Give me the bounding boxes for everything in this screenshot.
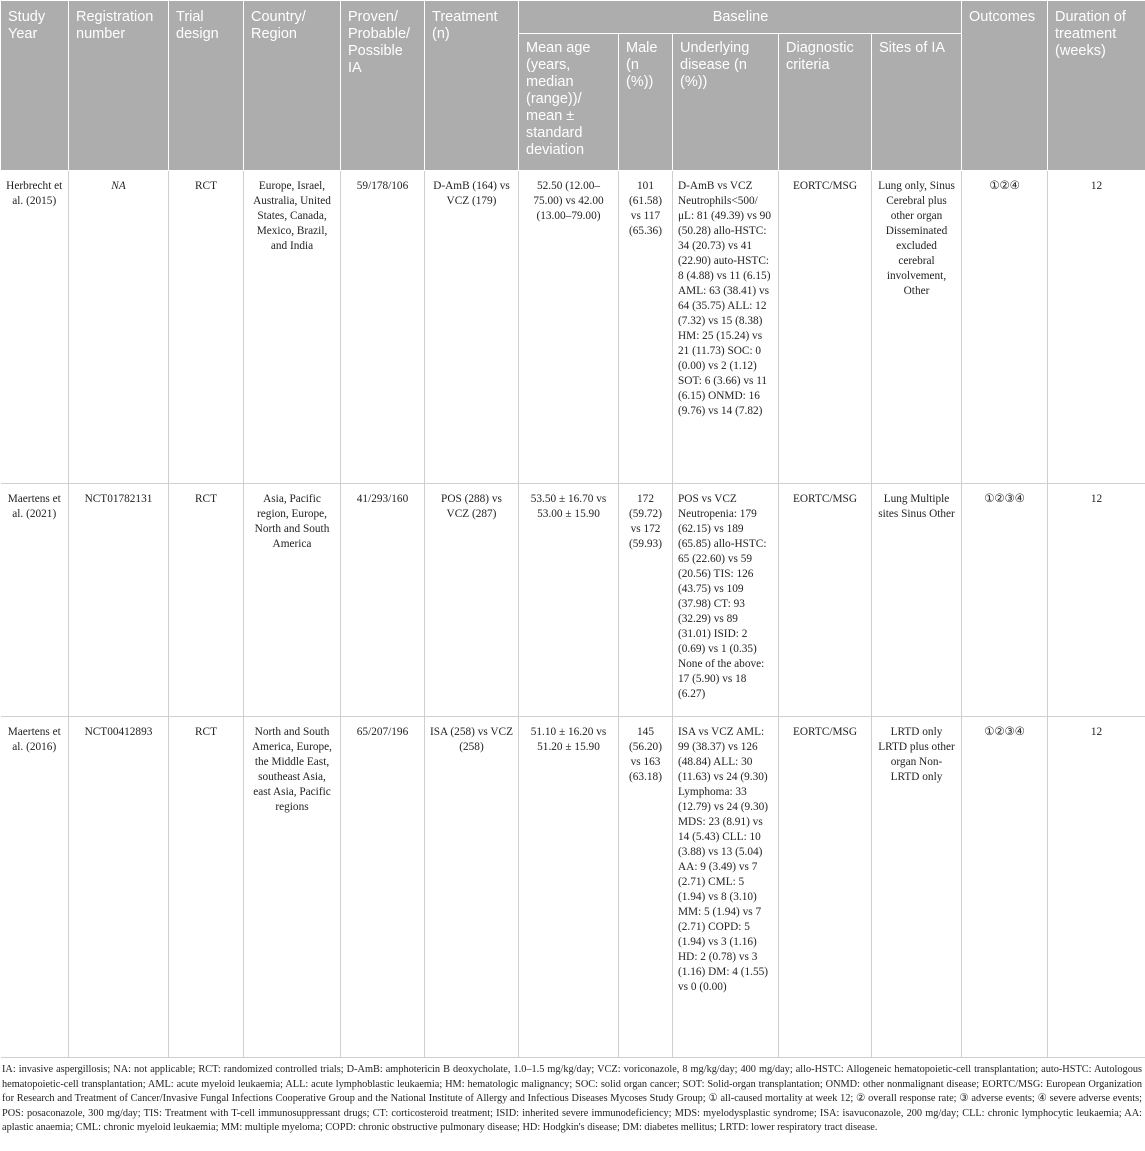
- cell-proven: 59/178/106: [341, 171, 425, 484]
- header-proven: Proven/ Probable/ Possible IA: [341, 1, 425, 171]
- cell-age: 51.10 ± 16.20 vs 51.20 ± 15.90: [519, 717, 619, 1058]
- cell-disease: POS vs VCZ Neutropenia: 179 (62.15) vs 189 (65.85) allo-HSTC: 65 (22.60) vs 59 (20.56) TIS: 126 (43.75) vs 109 (37.98) CT: 93 (32.29) vs 89 (31.01) ISID: 2 (0.69) vs 1 (0.35) None of the above: 17 (5.90) vs 18 (6.27): [673, 484, 779, 717]
- table-row: [1, 171, 1145, 484]
- header-registration: Registration number: [69, 1, 169, 171]
- cell-registration: NCT00412893: [69, 717, 169, 1058]
- cell-age: 53.50 ± 16.70 vs 53.00 ± 15.90: [519, 484, 619, 717]
- cell-design: RCT: [169, 484, 244, 717]
- cell-country: Europe, Israel, Australia, United States, Canada, Mexico, Brazil, and India: [244, 171, 341, 484]
- header-diagnostic-criteria: Diagnostic criteria: [779, 34, 872, 171]
- cell-registration: NA: [69, 171, 169, 484]
- cell-design: RCT: [169, 171, 244, 484]
- header-sites: Sites of IA: [872, 34, 962, 171]
- cell-registration: NCT01782131: [69, 484, 169, 717]
- cell-outcomes: ①②④: [962, 171, 1048, 484]
- header-country: Country/ Region: [244, 1, 341, 171]
- header-study-year: Study Year: [1, 1, 69, 171]
- header-trial-design: Trial design: [169, 1, 244, 171]
- cell-outcomes: ①②③④: [962, 717, 1048, 1058]
- cell-male: 172 (59.72) vs 172 (59.93): [619, 484, 673, 717]
- cell-study: Herbrecht et al. (2015): [1, 171, 69, 484]
- cell-age: 52.50 (12.00–75.00) vs 42.00 (13.00–79.00): [519, 171, 619, 484]
- cell-treatment: POS (288) vs VCZ (287): [425, 484, 519, 717]
- cell-design: RCT: [169, 717, 244, 1058]
- cell-country: North and South America, Europe, the Middle East, southeast Asia, east Asia, Pacific regions: [244, 717, 341, 1058]
- cell-proven: 65/207/196: [341, 717, 425, 1058]
- table-footnote: IA: invasive aspergillosis; NA: not applicable; RCT: randomized controlled trials; D-AmB: amphotericin B deoxycholate, 1.0–1.5 mg/kg/day; VCZ: voriconazole, 8 mg/kg/day; 400 mg/day; allo-HSTC: Allogeneic hematopoietic-cell transplantation; auto-HSTC: Autologous hematopoietic-cell transplantation; AML: acute myeloid leukaemia; ALL: acute lymphoblastic leukaemia; HM: hematologic malignancy; SOC: solid organ cancer; SOT: Solid-organ transplantation; ONMD: other nonmalignant disease; EORTC/MSG: European Organization for Research and Treatment of Cancer/Invasive Fungal Infections Cooperative Group and the National Institute of Allergy and Infectious Diseases Mycoses Study Group; ① all-caused mortality at week 12; ② overall response rate; ③ adverse events; ④ severe adverse events; POS: posaconazole, 300 mg/day; TIS: Treatment with T-cell immunosuppressant drugs; CT: corticosteroid treatment; ISID: inherited severe immunodeficiency; MDS: myelodysplastic syndrome; ISA: isavuconazole, 200 mg/day; CLL: chronic lymphocytic leukaemia; AA: aplastic anaemia; CML: chronic myeloid leukaemia; MM: multiple myeloma; COPD: chronic obstructive pulmonary disease; HD: Hodgkin's disease; DM: diabetes mellitus; LRTD: lower respiratory tract disease.: [2, 1064, 1142, 1134]
- header-duration: Duration of treatment (weeks): [1048, 1, 1145, 171]
- cell-outcomes: ①②③④: [962, 484, 1048, 717]
- header-treatment: Treatment (n): [425, 1, 519, 171]
- cell-study: Maertens et al. (2016): [1, 717, 69, 1058]
- cell-sites: Lung Multiple sites Sinus Other: [872, 484, 962, 717]
- cell-treatment: ISA (258) vs VCZ (258): [425, 717, 519, 1058]
- cell-duration: 12: [1048, 717, 1145, 1058]
- cell-criteria: EORTC/MSG: [779, 171, 872, 484]
- cell-sites: Lung only, Sinus Cerebral plus other organ Disseminated excluded cerebral involvement, Other: [872, 171, 962, 484]
- cell-treatment: D-AmB (164) vs VCZ (179): [425, 171, 519, 484]
- table-row: [1, 484, 1145, 717]
- table-row: [1, 717, 1145, 1058]
- cell-criteria: EORTC/MSG: [779, 717, 872, 1058]
- cell-duration: 12: [1048, 171, 1145, 484]
- cell-criteria: EORTC/MSG: [779, 484, 872, 717]
- header-underlying-disease: Underlying disease (n (%)): [673, 34, 779, 171]
- cell-country: Asia, Pacific region, Europe, North and South America: [244, 484, 341, 717]
- cell-disease: D-AmB vs VCZ Neutrophils<500/μL: 81 (49.39) vs 90 (50.28) allo-HSTC: 34 (20.73) vs 41 (22.90) auto-HSTC: 8 (4.88) vs 11 (6.15) AML: 63 (38.41) vs 64 (35.75) ALL: 12 (7.32) vs 15 (8.38) HM: 25 (15.24) vs 21 (11.73) SOC: 0 (0.00) vs 2 (1.12) SOT: 6 (3.66) vs 11 (6.15) ONMD: 16 (9.76) vs 14 (7.82): [673, 171, 779, 484]
- cell-male: 145 (56.20) vs 163 (63.18): [619, 717, 673, 1058]
- header-outcomes: Outcomes: [962, 1, 1048, 171]
- cell-duration: 12: [1048, 484, 1145, 717]
- cell-sites: LRTD only LRTD plus other organ Non-LRTD only: [872, 717, 962, 1058]
- cell-proven: 41/293/160: [341, 484, 425, 717]
- header-male: Male (n (%)): [619, 34, 673, 171]
- cell-disease: ISA vs VCZ AML: 99 (38.37) vs 126 (48.84) ALL: 30 (11.63) vs 24 (9.30) Lymphoma: 33 (12.79) vs 24 (9.30) MDS: 23 (8.91) vs 14 (5.43) CLL: 10 (3.88) vs 13 (5.04) AA: 9 (3.49) vs 7 (2.71) CML: 5 (1.94) vs 8 (3.10) MM: 5 (1.94) vs 7 (2.71) COPD: 5 (1.94) vs 3 (1.16) HD: 2 (0.78) vs 3 (1.16) DM: 4 (1.55) vs 0 (0.00): [673, 717, 779, 1058]
- header-baseline: Baseline: [519, 1, 962, 34]
- cell-study: Maertens et al. (2021): [1, 484, 69, 717]
- header-mean-age: Mean age (years, median (range))/ mean ± standard deviation: [519, 34, 619, 171]
- cell-male: 101 (61.58) vs 117 (65.36): [619, 171, 673, 484]
